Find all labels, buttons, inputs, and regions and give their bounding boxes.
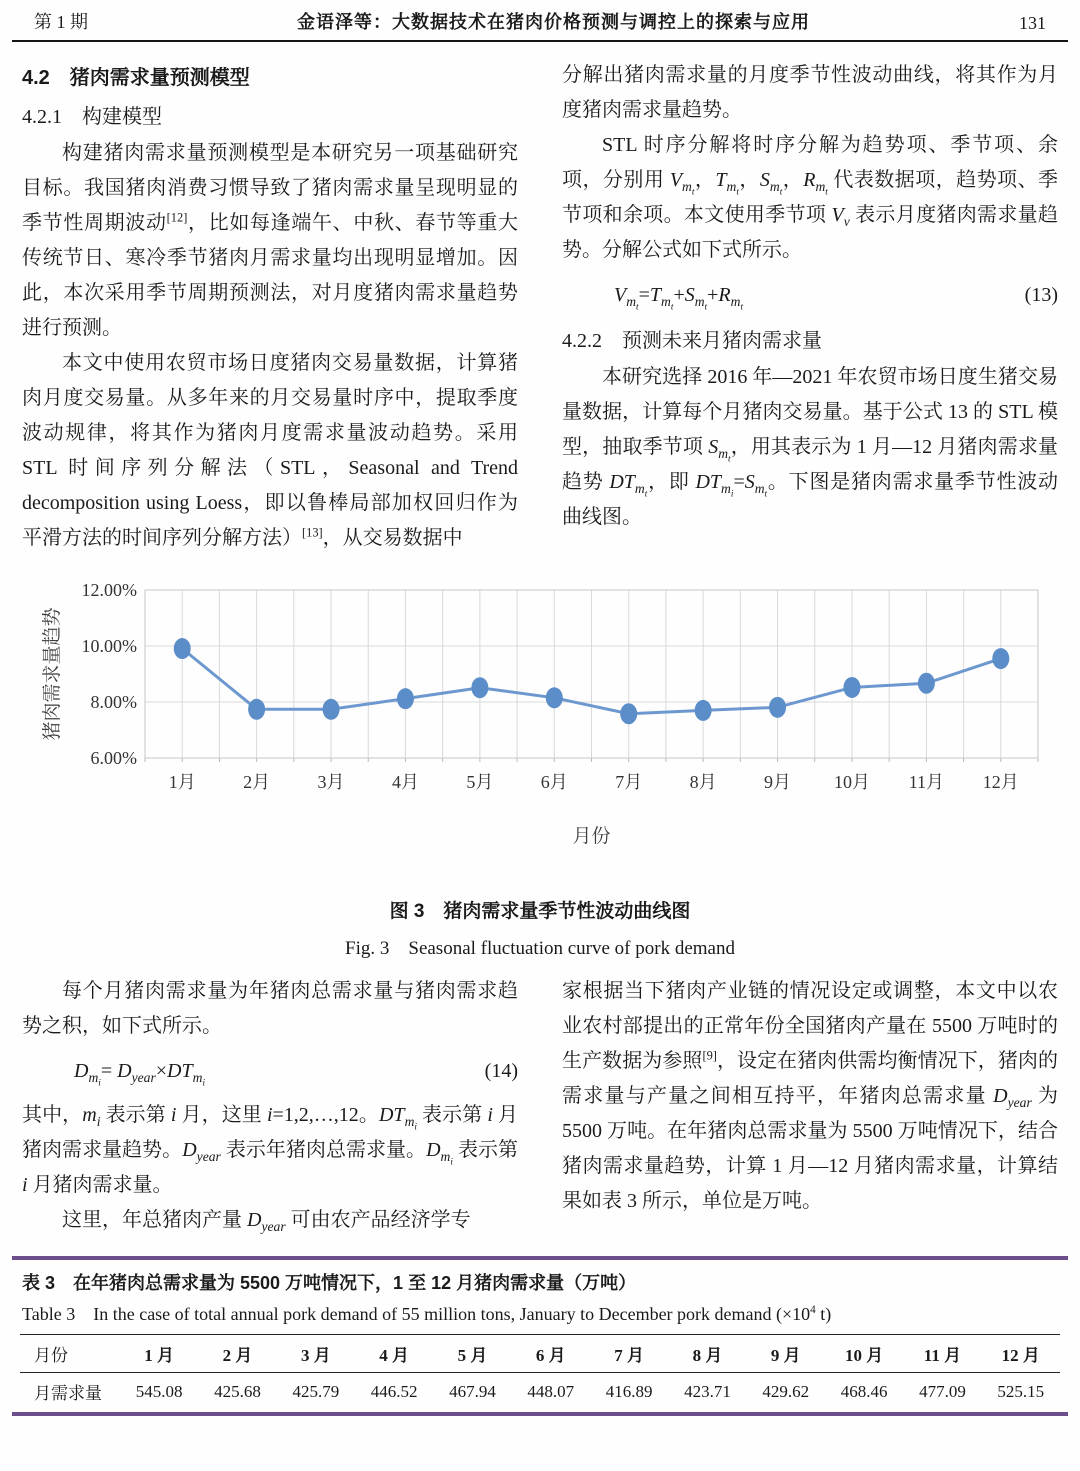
running-title: 金语泽等：大数据技术在猪肉价格预测与调控上的探索与应用 xyxy=(297,12,810,32)
demand-value-cell: 425.68 xyxy=(214,1381,261,1401)
data-point-4月 xyxy=(397,688,414,709)
section-4-2-heading: 4.2 猪肉需求量预测模型 xyxy=(22,67,250,89)
pork-demand-seasonal-chart xyxy=(40,566,1050,868)
data-point-11月 xyxy=(918,673,935,694)
page-header xyxy=(12,0,1068,42)
demand-value-cell: 545.08 xyxy=(135,1381,183,1401)
month-header-cell: 6 月 xyxy=(535,1346,566,1365)
month-header-cell: 10 月 xyxy=(844,1346,884,1365)
x-tick-label: 11月 xyxy=(908,772,945,792)
paragraph-stl-method: 本文中使用农贸市场日度猪肉交易量数据，计算猪肉月度交易量。从多年来的月交易量时序中，提取季度波动规律，将其作为猪肉月度需求量波动趋势。采用 STL 时间序列分解法（STL，Seasonal and Trend decomposition using Loess，即以鲁棒局部加权回归作为平滑方法的时间序列分解方法）[13]，从交易数据中 xyxy=(22,352,518,549)
issue-number: 第 1 期 xyxy=(34,12,88,32)
x-tick-label: 6月 xyxy=(540,772,568,792)
demand-value-cell: 416.89 xyxy=(605,1381,653,1401)
row-header-label: 月份 xyxy=(34,1346,68,1365)
table-header-row xyxy=(20,1335,1060,1373)
x-tick-label: 12月 xyxy=(982,772,1019,792)
body-columns-bottom xyxy=(0,974,1080,1238)
data-point-1月 xyxy=(174,638,191,659)
paragraph-dyear-intro: 这里，年总猪肉产量 $D_{year}$ 可由农产品经济学专 xyxy=(62,1209,471,1234)
figure-3-caption-en: Fig. 3 Seasonal fluctuation curve of pork demand xyxy=(345,938,735,959)
x-axis-title: 月份 xyxy=(572,826,611,847)
month-header-cell: 5 月 xyxy=(457,1346,488,1365)
y-axis-title: 猪肉需求量趋势 xyxy=(42,607,63,741)
figure-3 xyxy=(0,566,1080,960)
paragraph-monthly-demand-def: 每个月猪肉需求量为年猪肉总需求量与猪肉需求趋势之积，如下式所示。 xyxy=(22,980,518,1037)
y-tick-label: 6.00% xyxy=(90,748,137,768)
data-point-7月 xyxy=(620,703,637,724)
table-3-block xyxy=(12,1256,1068,1416)
x-tick-label: 4月 xyxy=(391,772,419,792)
chart-container xyxy=(40,566,1050,868)
left-column-top xyxy=(22,58,518,556)
formula-14-number: (14) xyxy=(484,1060,518,1082)
data-row-label: 月需求量 xyxy=(34,1384,102,1403)
demand-value-cell: 448.07 xyxy=(527,1381,575,1401)
paragraph-stl-terms: STL 时序分解将时序分解为趋势项、季节项、余项，分别用 $V_{m_t}$，$T_{m_t}$，$S_{m_t}$，$R_{m_t}$ 代表数据项，趋势项、季节项和余项。本文使用季节项 $V_v$ 表示月度猪肉需求量趋势。分解公式如下式所示。 xyxy=(562,134,1059,261)
x-tick-label: 5月 xyxy=(466,772,494,792)
right-column-top xyxy=(562,58,1058,556)
month-header-cell: 4 月 xyxy=(379,1346,410,1365)
formula-14-expression: $D_{m_i}= D_{year}\times DT_{m_i}$ xyxy=(74,1060,206,1088)
month-header-cell: 3 月 xyxy=(300,1346,331,1365)
data-point-9月 xyxy=(769,697,786,718)
x-tick-label: 1月 xyxy=(168,772,196,792)
data-point-8月 xyxy=(695,700,712,721)
paragraph-model-motivation: 构建猪肉需求量预测模型是本研究另一项基础研究目标。我国猪肉消费习惯导致了猪肉需求量呈现明显的季节性周期波动[12]，比如每逢端午、中秋、春节等重大传统节日、寒冷季节猪肉月需求量均出现明显增加。因此，本次采用季节周期预测法，对月度猪肉需求量趋势进行预测。 xyxy=(22,142,519,339)
month-header-cell: 11 月 xyxy=(923,1346,962,1365)
x-tick-label: 9月 xyxy=(764,772,792,792)
demand-value-cell: 425.79 xyxy=(292,1381,340,1401)
paragraph-forecast-demand: 本研究选择 2016 年—2021 年农贸市场日度生猪交易量数据，计算每个月猪肉交易量。基于公式 13 的 STL 模型，抽取季节项 $S_{m_t}$，用其表示为 1 月—12 月猪肉需求量趋势 $DT_{m_t}$，即 $DT_{m_i}=S_{m_t}$。下图是猪肉需求量季节性波动曲线图。 xyxy=(562,366,1059,528)
demand-value-cell: 467.94 xyxy=(449,1381,496,1401)
month-header-cell: 7 月 xyxy=(614,1346,644,1365)
y-tick-label: 12.00% xyxy=(81,580,137,600)
y-tick-label: 8.00% xyxy=(90,692,137,712)
table-data-row xyxy=(20,1373,1060,1411)
demand-value-cell: 429.62 xyxy=(762,1381,810,1401)
page-number: 131 xyxy=(1019,13,1046,33)
body-columns-top xyxy=(0,58,1080,556)
data-point-10月 xyxy=(843,677,860,698)
data-point-12月 xyxy=(992,648,1009,669)
paragraph-dyear-setting: 家根据当下猪肉产业链的情况设定或调整，本文中以农业农村部提出的正常年份全国猪肉产量在 5500 万吨时的生产数据为参照[9]，设定在猪肉供需均衡情况下，猪肉的需求量与产量之间相互持平，年猪肉总需求量 $D_{year}$ 为 5500 万吨。在年猪肉总需求量为 5500 万吨情况下，结合猪肉需求量趋势，计算 1 月—12 月猪肉需求量，计算结果如表 3 所示，单位是万吨。 xyxy=(562,980,1059,1212)
table-3-caption-zh: 表 3 在年猪肉总需求量为 5500 万吨情况下，1 至 12 月猪肉需求量（万吨） xyxy=(22,1273,637,1293)
month-header-cell: 9 月 xyxy=(770,1346,801,1365)
month-header-cell: 12 月 xyxy=(1001,1346,1040,1365)
formula-14 xyxy=(22,1044,518,1098)
data-point-3月 xyxy=(323,699,340,720)
section-4-2-2-heading: 4.2.2 预测未来月猪肉需求量 xyxy=(562,330,822,352)
figure-3-caption-zh: 图 3 猪肉需求量季节性波动曲线图 xyxy=(389,901,691,922)
left-column-bottom xyxy=(22,974,518,1238)
demand-value-cell: 468.46 xyxy=(840,1381,888,1401)
month-header-cell: 8 月 xyxy=(692,1346,723,1365)
formula-13 xyxy=(562,268,1058,322)
table-3-caption-en: Table 3 In the case of total annual pork demand of 55 million tons, January to December pork demand ($\times 10^4$ t) xyxy=(22,1304,832,1324)
y-tick-label: 10.00% xyxy=(81,636,137,656)
x-tick-label: 3月 xyxy=(317,772,345,792)
month-header-cell: 2 月 xyxy=(222,1346,253,1365)
data-point-5月 xyxy=(471,677,488,698)
demand-value-cell: 477.09 xyxy=(919,1381,966,1401)
x-tick-label: 10月 xyxy=(833,772,870,792)
demand-value-cell: 446.52 xyxy=(370,1381,418,1401)
monthly-demand-table xyxy=(20,1334,1060,1410)
section-4-2-1-heading: 4.2.1 构建模型 xyxy=(22,106,162,128)
paragraph-stl-method-cont: 分解出猪肉需求量的月度季节性波动曲线，将其作为月度猪肉需求量趋势。 xyxy=(562,64,1058,121)
formula-13-expression: $V_{m_t}=T_{m_t}+S_{m_t}+R_{m_t}$ xyxy=(614,284,744,312)
formula-13-number: (13) xyxy=(1024,284,1058,306)
x-tick-label: 2月 xyxy=(243,772,271,792)
paragraph-symbols-explained: 其中，$m_i$ 表示第 i 月，这里 i=1,2,…,12。$DT_{m_i}$ 表示第 i 月猪肉需求量趋势。$D_{year}$ 表示年猪肉总需求量。$D_{m_i}$ 表示第 i 月猪肉需求量。 xyxy=(22,1104,519,1196)
month-header-cell: 1 月 xyxy=(144,1346,175,1365)
data-point-2月 xyxy=(248,699,265,720)
x-tick-label: 8月 xyxy=(689,772,717,792)
right-column-bottom xyxy=(562,974,1058,1238)
x-tick-label: 7月 xyxy=(615,772,643,792)
demand-value-cell: 525.15 xyxy=(997,1381,1045,1401)
demand-value-cell: 423.71 xyxy=(684,1381,731,1401)
data-point-6月 xyxy=(546,687,563,708)
